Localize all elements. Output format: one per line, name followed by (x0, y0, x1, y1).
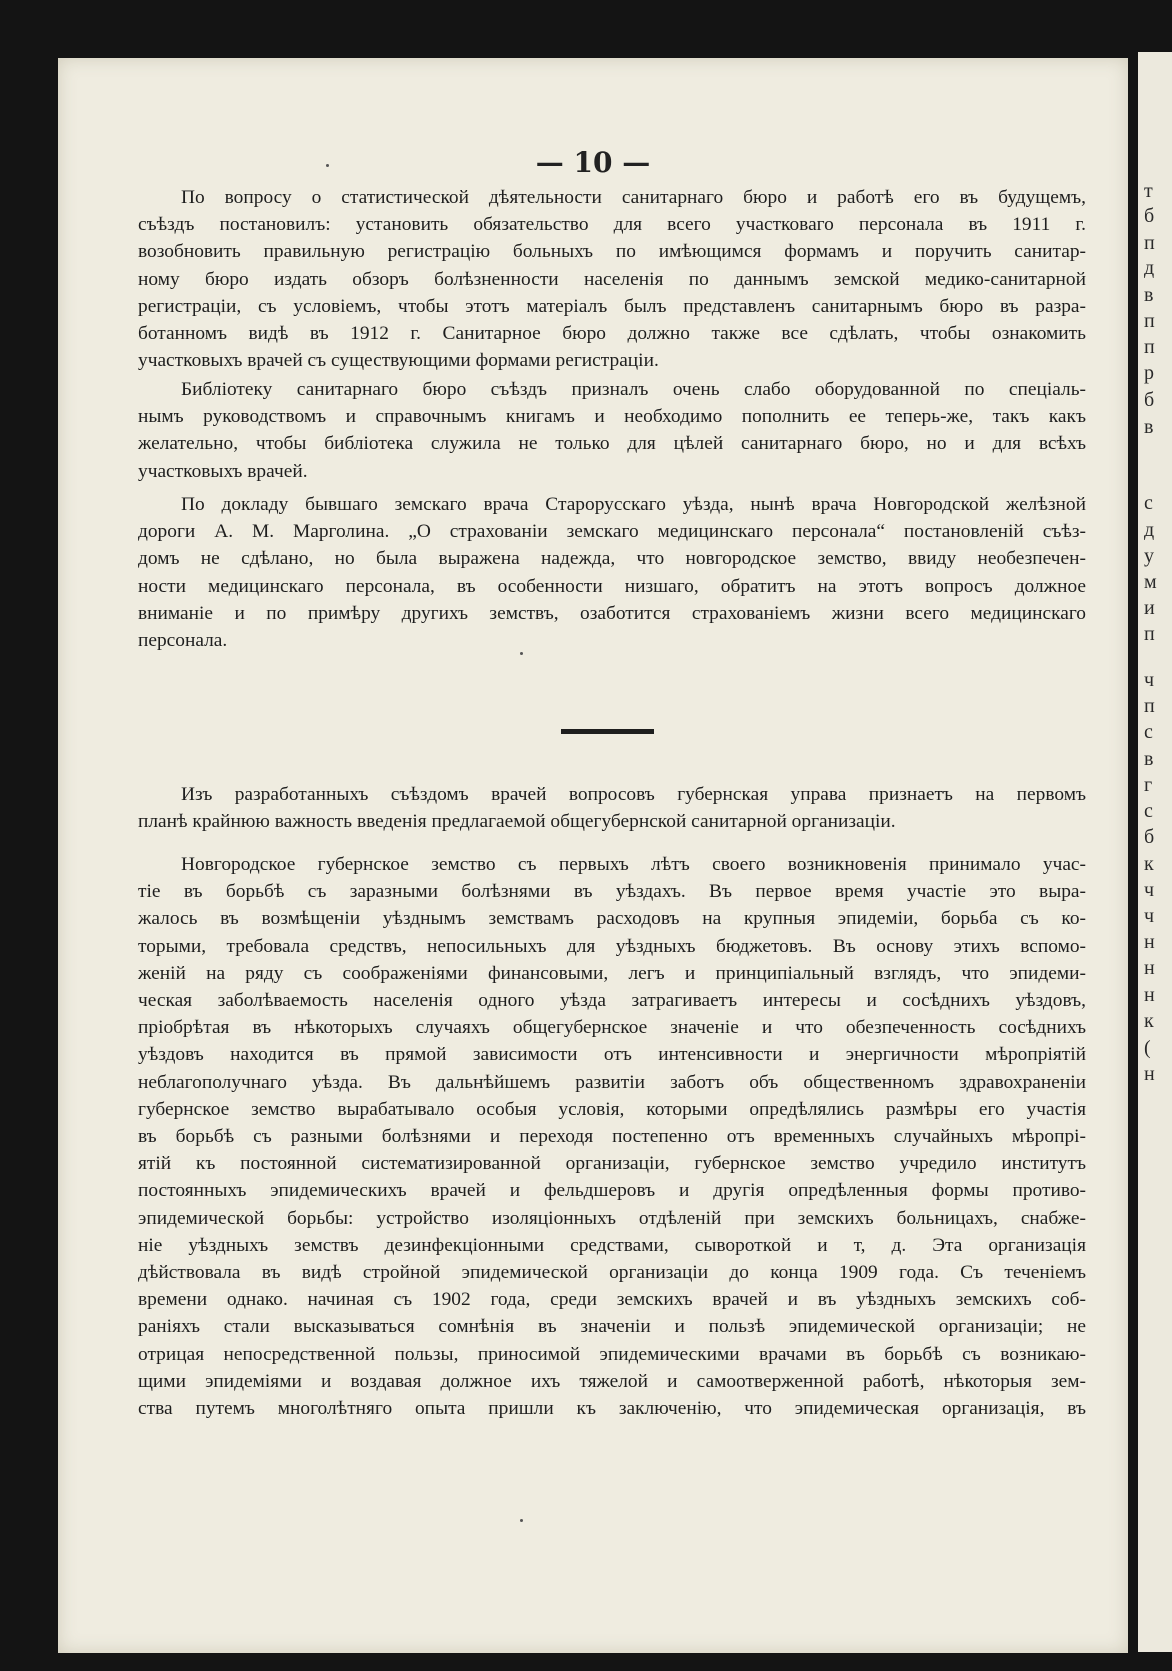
paper-speck (326, 164, 329, 167)
edge-letter: н (1144, 931, 1155, 953)
text-line: Новгородское губернское земство съ первыхъ лѣтъ своего возникновенія принимало учас- (181, 854, 1086, 875)
edge-letter: и (1144, 597, 1155, 619)
text-line: вниманіе и по примѣру другихъ земствъ, озаботится страхованіемъ жизни всего медицинскаго (138, 602, 1086, 624)
adjacent-page-edge (1138, 52, 1172, 1652)
edge-letter: н (1144, 984, 1155, 1006)
text-line: По вопросу о статистической дѣятельности санитарнаго бюро и работѣ его въ будущемъ, (181, 187, 1086, 208)
paragraph-insurance (138, 491, 1086, 654)
edge-letter: п (1144, 623, 1155, 645)
text-line: тіе въ борьбѣ съ заразными болѣзнями въ уѣздахъ. Въ первое время участіе это выра- (138, 881, 1086, 903)
edge-letter: б (1144, 826, 1155, 848)
text-line: ботанномъ видѣ въ 1912 г. Санитарное бюро должно также все сдѣлать, чтобы ознакомить (138, 323, 1086, 345)
text-line: планѣ крайнюю важность введенія предлагаемой общегубернской санитарной организаціи. (138, 811, 896, 833)
text-line: дороги А. М. Марголина. „О страхованіи земскаго медицинскаго персонала“ постановленій съѣз- (138, 521, 1086, 543)
text-line: участковыхъ врачей съ существующими формами регистраціи. (138, 350, 659, 372)
edge-letter: у (1144, 545, 1154, 567)
edge-letter: в (1144, 748, 1154, 770)
edge-letter: т (1144, 180, 1153, 202)
edge-letter: к (1144, 1010, 1154, 1032)
text-line: Изъ разработанныхъ съѣздомъ врачей вопросовъ губернская управа признаетъ на первомъ (181, 784, 1086, 805)
text-line: регистраціи, съ условіемъ, чтобы этотъ матеріалъ былъ представленъ санитарнымъ бюро въ разра- (138, 295, 1086, 317)
text-line: женій на ряду съ соображеніями финансовыми, легъ и принципіальный взглядъ, что эпидеми- (138, 962, 1086, 984)
edge-letter: с (1144, 800, 1153, 822)
edge-letter: м (1144, 571, 1157, 593)
edge-letter: ( (1144, 1037, 1151, 1059)
text-line: постоянныхъ эпидемическихъ врачей и фельдшеровъ и другія опредѣленныя формы противо- (138, 1180, 1086, 1202)
edge-letter: с (1144, 721, 1153, 743)
text-line: губернское земство вырабатывало особыя условія, которыми опредѣлялись размѣры его участія (138, 1098, 1086, 1120)
text-line: возобновить правильную регистрацію больныхъ по имѣющимся формамъ и поручить санитар- (138, 241, 1086, 263)
edge-letter: ч (1144, 669, 1155, 691)
text-line: неблагополучнаго уѣзда. Въ дальнѣйшемъ развитіи заботъ объ общественномъ здравохраненіи (138, 1071, 1086, 1093)
edge-letter: к (1144, 853, 1154, 875)
text-line: Библіотеку санитарнаго бюро съѣздъ призналъ очень слабо оборудованной по спеціаль- (181, 379, 1086, 400)
text-line: пріобрѣтая въ нѣкоторыхъ случаяхъ общегубернское значеніе и что обезпеченность сосѣднихъ (138, 1017, 1086, 1039)
paragraph-zemstvo-history (138, 851, 1086, 1422)
text-line: съѣздъ постановилъ: установить обязательство для всего участковаго персонала въ 1911 г. (138, 214, 1086, 236)
text-line: нымъ руководствомъ и справочнымъ книгамъ и необходимо пополнить ее теперь-же, такъ какъ (138, 406, 1086, 428)
text-line: персонала. (138, 630, 228, 652)
text-line: времени однако. начиная съ 1902 года, среди земскихъ врачей и въ уѣздныхъ земскихъ соб- (138, 1289, 1086, 1311)
text-line: желательно, чтобы библіотека служила не только для цѣлей санитарнаго бюро, но и для всѣхъ (138, 433, 1086, 455)
text-line: уѣздовъ находится въ прямой зависимости отъ интенсивности и энергичности мѣропріятій (138, 1044, 1086, 1066)
edge-letter: н (1144, 957, 1155, 979)
edge-letter: д (1144, 257, 1155, 279)
text-line: ному бюро издать обзоръ болѣзненности населенія по даннымъ земской медико-санитарной (138, 268, 1086, 290)
text-line: дѣйствовала въ видѣ стройной эпидемической организаціи до конца 1909 года. Съ теченіемъ (138, 1262, 1086, 1284)
edge-letter: п (1144, 310, 1155, 332)
text-line: эпидемической борьбы: устройство изоляціонныхъ отдѣленій при земскихъ больницахъ, снабже- (138, 1207, 1086, 1229)
paragraph-statistics (138, 184, 1086, 374)
edge-letter: г (1144, 774, 1153, 796)
edge-letter: ч (1144, 905, 1155, 927)
edge-letter: п (1144, 695, 1155, 717)
text-line: торыми, требовала средствъ, непосильныхъ для уѣздныхъ бюджетовъ. Въ основу этихъ вспомо- (138, 935, 1086, 957)
edge-letter: п (1144, 336, 1155, 358)
edge-letter: б (1144, 389, 1155, 411)
document-page (58, 58, 1128, 1653)
edge-letter: ч (1144, 879, 1155, 901)
text-line: щими эпидеміями и воздавая должное ихъ тяжелой и самоотверженной работѣ, нѣкоторыя зем- (138, 1370, 1086, 1392)
edge-letter: в (1144, 284, 1154, 306)
text-line: ческая заболѣваемость населенія одного уѣзда затрагиваетъ интересы и сосѣднихъ уѣздовъ, (138, 990, 1086, 1012)
text-line: По докладу бывшаго земскаго врача Старорусскаго уѣзда, нынѣ врача Новгородской желѣзной (181, 494, 1086, 515)
edge-letter: б (1144, 205, 1155, 227)
text-line: ства путемъ многолѣтняго опыта пришли къ заключенію, что эпидемическая организація, въ (138, 1398, 1086, 1420)
text-line: отрицая непосредственной пользы, приносимой эпидемическими врачами въ борьбѣ съ возникаю- (138, 1343, 1086, 1365)
edge-letter: н (1144, 1063, 1155, 1085)
section-divider (561, 729, 654, 734)
text-line: ніе уѣздныхъ земствъ дезинфекціонными средствами, сывороткой и т, д. Эта организація (138, 1234, 1086, 1256)
text-line: раніяхъ стали высказываться сомнѣнія въ значеніи и пользѣ эпидемической организаціи; не (138, 1316, 1086, 1338)
paper-speck (520, 652, 523, 655)
page-number: — 10 — (535, 146, 651, 179)
text-line: участковыхъ врачей. (138, 460, 308, 482)
edge-letter: р (1144, 362, 1154, 384)
edge-letter: д (1144, 519, 1155, 541)
text-line: жалось въ возмѣщеніи уѣзднымъ земствамъ расходовъ на крупныя эпидеміи, борьба съ ко- (138, 908, 1086, 930)
edge-letter: с (1144, 492, 1153, 514)
text-line: въ борьбѣ съ разными болѣзнями и переходя постепенно отъ временныхъ случайныхъ мѣропрі- (138, 1126, 1086, 1148)
text-line: ности медицинскаго персонала, въ особенности низшаго, обратитъ на этотъ вопросъ должное (138, 575, 1086, 597)
text-line: домъ не сдѣлано, но была выражена надежда, что новгородское земство, ввиду необезпечен- (138, 548, 1086, 570)
edge-letter: п (1144, 232, 1155, 254)
edge-letter: в (1144, 416, 1154, 438)
paper-speck (520, 1519, 523, 1522)
text-line: ятій къ постоянной систематизированной организаціи, губернское земство учредило институтъ (138, 1153, 1086, 1175)
paragraph-uprava-conclusion (138, 781, 1086, 835)
paragraph-library (138, 376, 1086, 485)
